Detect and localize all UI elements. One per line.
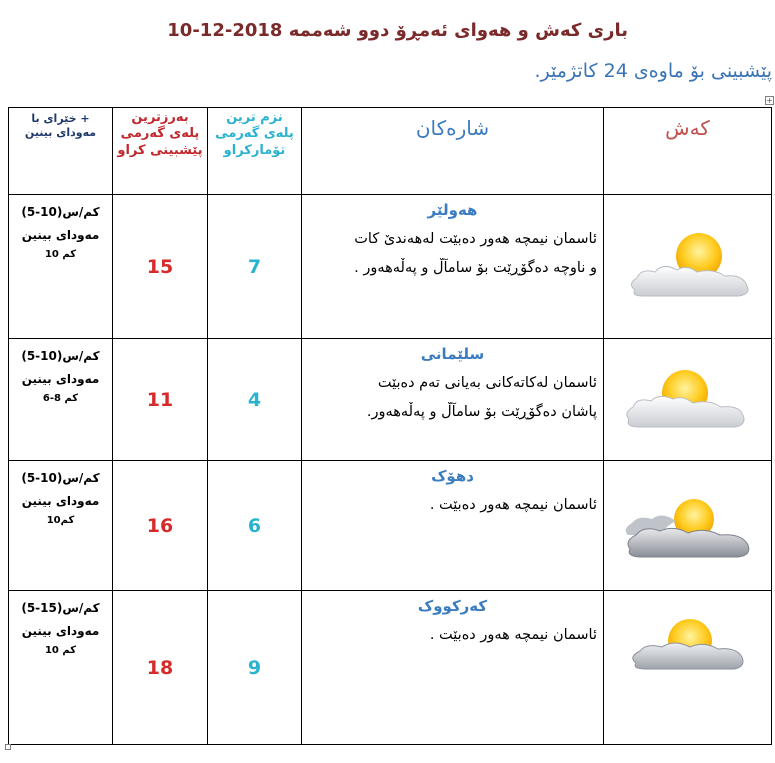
max-temp: 15	[113, 195, 208, 339]
weather-icon-cell	[604, 339, 772, 461]
visibility-value: 10 کم	[44, 644, 77, 656]
table-header-row	[9, 108, 772, 195]
table-move-handle[interactable]: +	[766, 96, 773, 105]
visibility-label: مەودای بینین	[21, 227, 100, 242]
weather-icon-cell	[604, 195, 772, 339]
cloudy-sun-icon	[618, 491, 758, 561]
city-cell	[302, 339, 604, 461]
table-resize-handle[interactable]	[5, 744, 11, 750]
page-subtitle: پێشبینی بۆ ماوەی 24 کاتژمێر.	[534, 60, 772, 82]
visibility-label: مەودای بینین	[21, 493, 100, 508]
max-temp: 18	[113, 591, 208, 745]
wind-visibility-cell	[9, 591, 113, 745]
header-max-line1: بەرزترین	[131, 110, 189, 125]
min-temp: 4	[208, 339, 302, 461]
wind-speed: (5-15)کم/س	[21, 601, 100, 615]
visibility-label: مەودای بینین	[21, 623, 100, 638]
page-title: باری کەش و هەوای ئەمڕۆ دوو شەممە 2018-12-10	[167, 20, 628, 41]
header-cities: شارەکان	[302, 108, 604, 195]
city-name: سلێمانی	[420, 345, 485, 363]
header-min-line3: تۆمارکراو	[223, 142, 286, 158]
city-name: دهۆک	[431, 467, 474, 485]
min-temp: 7	[208, 195, 302, 339]
city-name: هەولێر	[427, 201, 478, 219]
min-temp: 9	[208, 591, 302, 745]
table-row	[9, 461, 772, 591]
header-wind-visibility	[9, 108, 113, 195]
visibility-value: 10کم	[46, 514, 75, 526]
city-name: کەرکووک	[417, 597, 488, 615]
forecast-table	[8, 107, 772, 745]
wind-visibility-cell	[9, 339, 113, 461]
table-row	[9, 339, 772, 461]
header-max-line3: پێشبینی کراو	[117, 142, 203, 158]
table-row	[9, 591, 772, 745]
max-temp: 11	[113, 339, 208, 461]
wind-visibility-cell	[9, 195, 113, 339]
header-min-line1: نزم ترین	[226, 110, 283, 125]
max-temp: 16	[113, 461, 208, 591]
table-row	[9, 195, 772, 339]
wind-speed: (5-10)کم/س	[21, 349, 100, 363]
min-temp: 6	[208, 461, 302, 591]
forecast-desc-line1: ئاسمان لەکاتەکانی بەیانی تەم دەبێت	[377, 375, 597, 391]
partly-cloudy-sun-icon	[621, 369, 755, 431]
city-cell	[302, 461, 604, 591]
forecast-desc-line1: ئاسمان نیمچە هەور دەبێت .	[429, 497, 597, 513]
header-wind-line1: خێرای با +	[31, 112, 90, 125]
header-min-line2: پلەی گەرمی	[215, 126, 294, 142]
weather-icon-cell	[604, 591, 772, 745]
header-max-line2: پلەی گەرمی	[120, 126, 200, 142]
forecast-desc-line1: ئاسمان نیمچە هەور دەبێت لەهەندێ کات	[354, 231, 597, 247]
cloudy-sun-icon	[618, 607, 758, 679]
city-cell	[302, 195, 604, 339]
weather-icon-cell	[604, 461, 772, 591]
wind-visibility-cell	[9, 461, 113, 591]
header-min-temp	[208, 108, 302, 195]
wind-speed: (5-10)کم/س	[21, 205, 100, 219]
forecast-desc-line1: ئاسمان نیمچە هەور دەبێت .	[429, 627, 597, 643]
header-weather: کەش	[604, 108, 772, 195]
visibility-label: مەودای بینین	[21, 371, 100, 386]
city-cell	[302, 591, 604, 745]
partly-cloudy-sun-icon	[621, 232, 755, 302]
header-wind-line2: مەودای بینین	[24, 125, 97, 139]
forecast-desc-line2: پاشان دەگۆڕێت بۆ سامآڵ و پەڵەهەور.	[366, 404, 597, 420]
visibility-value: 10 کم	[44, 248, 77, 260]
visibility-value: 6-8 کم	[42, 392, 79, 404]
forecast-desc-line2: و ناوچە دەگۆڕێت بۆ سامآڵ و پەڵەهەور .	[354, 260, 597, 276]
header-max-temp	[113, 108, 208, 195]
wind-speed: (5-10)کم/س	[21, 471, 100, 485]
